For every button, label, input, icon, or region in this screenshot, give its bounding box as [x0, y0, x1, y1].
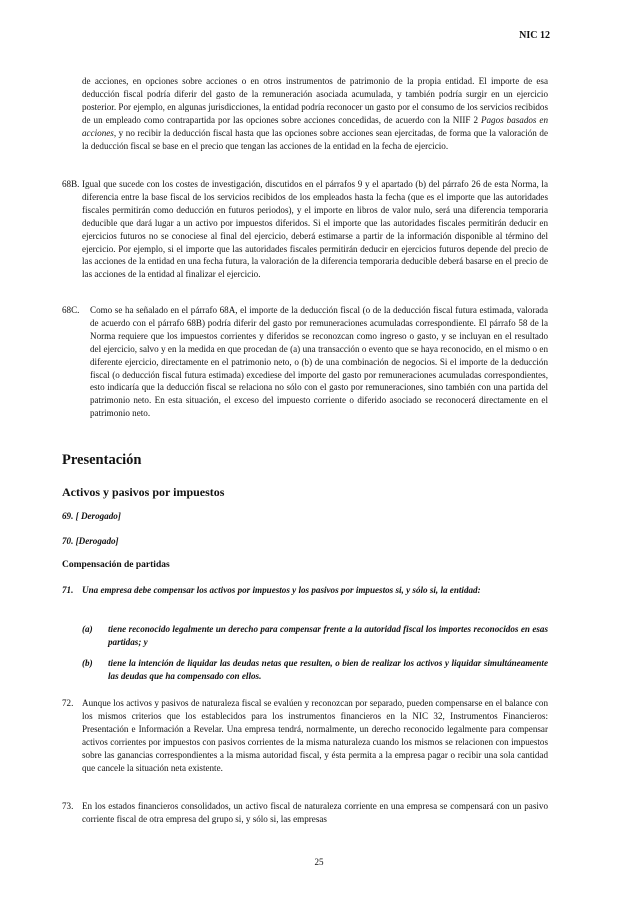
- list-item-label-b: (b): [82, 658, 93, 668]
- paragraph-72: Aunque los activos y pasivos de naturaleza fiscal se evalúen y reconozcan por separado, pueden compensarse en el balance con los mismos criterios que los establecidos para los instrumentos financieros en la NIC 32, Instrumentos Financieros: Presentación e Información a Revelar. Una empresa tendrá, normalmente, un derecho reconocido legalmente para compensar activos corrientes por impuestos con pasivos corrientes de la misma naturaleza cuando los mismos se relacionen con impuestos sobre las ganancias correspondientes a la misma autoridad fiscal, y ésta permita a la empresa pagar o recibir una sola cantidad que cancele la situación neta existente.: [82, 698, 548, 773]
- paragraph-number-68b: 68B.: [62, 179, 80, 189]
- heading-compensacion: Compensación de partidas: [62, 560, 170, 570]
- paragraph-71: Una empresa debe compensar los activos por impuestos y los pasivos por impuestos si, y sólo si, la entidad:: [82, 585, 481, 595]
- page-header-code: NIC 12: [519, 30, 550, 41]
- paragraph-number-71: 71.: [62, 585, 74, 595]
- paragraph-68c: Como se ha señalado en el párrafo 68A, el importe de la deducción fiscal (o de la deducción fiscal futura estimada, valorada de acuerdo con el párrafo 68B) podría diferir del gasto por remuneraciones acumuladas correspondiente. El párrafo 58 de la Norma requiere que los impuestos corrientes y diferidos se reconozcan como ingreso o gasto, y se incluyan en el resultado del ejercicio, salvo y en la medida en que procedan de (a) una transacción o evento que se haya reconocido, en el mismo o en diferente ejercicio, directamente en el patrimonio neto, o (b) de una combinación de negocios. Si el importe de la deducción fiscal (o deducción fiscal futura estimada) excediese del importe del gasto por remuneraciones acumuladas correspondientes, esto indicaría que la deducción fiscal se relaciona no sólo con el gasto por remuneraciones, sino también con una partida del patrimonio neto. En esta situación, el exceso del impuesto corriente o diferido asociado se reconocerá directamente en el patrimonio neto.: [90, 305, 548, 419]
- paragraph-number-68c: 68C.: [62, 305, 80, 315]
- paragraph-70: 70. [Derogado]: [62, 536, 119, 546]
- list-item-b: tiene la intención de liquidar las deudas netas que resulten, o bien de realizar los activos y liquidar simultáneamente las deudas que ha compensado con ellos.: [108, 658, 548, 681]
- heading-activos-pasivos: Activos y pasivos por impuestos: [62, 485, 225, 499]
- page-number: 25: [314, 857, 324, 867]
- paragraph-number-73: 73.: [62, 801, 74, 811]
- paragraph-68b: Igual que sucede con los costes de investigación, discutidos en el párrafos 9 y el apartado (b) del párrafo 26 de esta Norma, la diferencia entre la base fiscal de los servicios recibidos de los empleados hasta la fecha (que es el importe que las autoridades fiscales permitirán como deducción en futuros periodos), y el importe en libros de valor nulo, será una diferencia temporaria deducible que dará lugar a un activo por impuestos diferidos. Si el importe que las autoridades fiscales permitirán deducir en ejercicios futuros no se conociese al final del ejercicio, deberá estimarse a partir de la información disponible al término del ejercicio. Por ejemplo, si el importe que las autoridades fiscales permitirán deducir en ejercicios futuros depende del precio de las acciones de la entidad en una fecha futura, la valoración de la diferencia temporaria deducible deberá basarse en el precio de las acciones de la entidad al finalizar el ejercicio.: [82, 179, 548, 280]
- paragraph-number-72: 72.: [62, 698, 74, 708]
- paragraph-68a-continued: de acciones, en opciones sobre acciones o en otros instrumentos de patrimonio de la propia entidad. El importe de esa deducción fiscal podría diferir del gasto de la remuneración asociada acumulada, y también podría surgir en un ejercicio posterior. Por ejemplo, en algunas jurisdicciones, la entidad podría reconocer un gasto por el consumo de los servicios recibidos de un empleado como contrapartida por las opciones sobre acciones concedidas, de acuerdo con la NIIF 2 Pagos basados en acciones, y no recibir la deducción fiscal hasta que las opciones sobre acciones sean ejercitadas, de forma que la valoración de la deducción fiscal se base en el precio que tengan las acciones de la entidad en la fecha de ejercicio.: [82, 76, 548, 151]
- heading-presentacion: Presentación: [62, 452, 142, 468]
- paragraph-69: 69. [ Derogado]: [62, 511, 121, 521]
- list-item-a: tiene reconocido legalmente un derecho para compensar frente a la autoridad fiscal los importes reconocidos en esas partidas; y: [108, 624, 548, 647]
- paragraph-73: En los estados financieros consolidados, un activo fiscal de naturaleza corriente en una empresa se compensará con un pasivo corriente fiscal de otra empresa del grupo si, y sólo si, las empresas: [82, 801, 548, 824]
- list-item-label-a: (a): [82, 624, 93, 634]
